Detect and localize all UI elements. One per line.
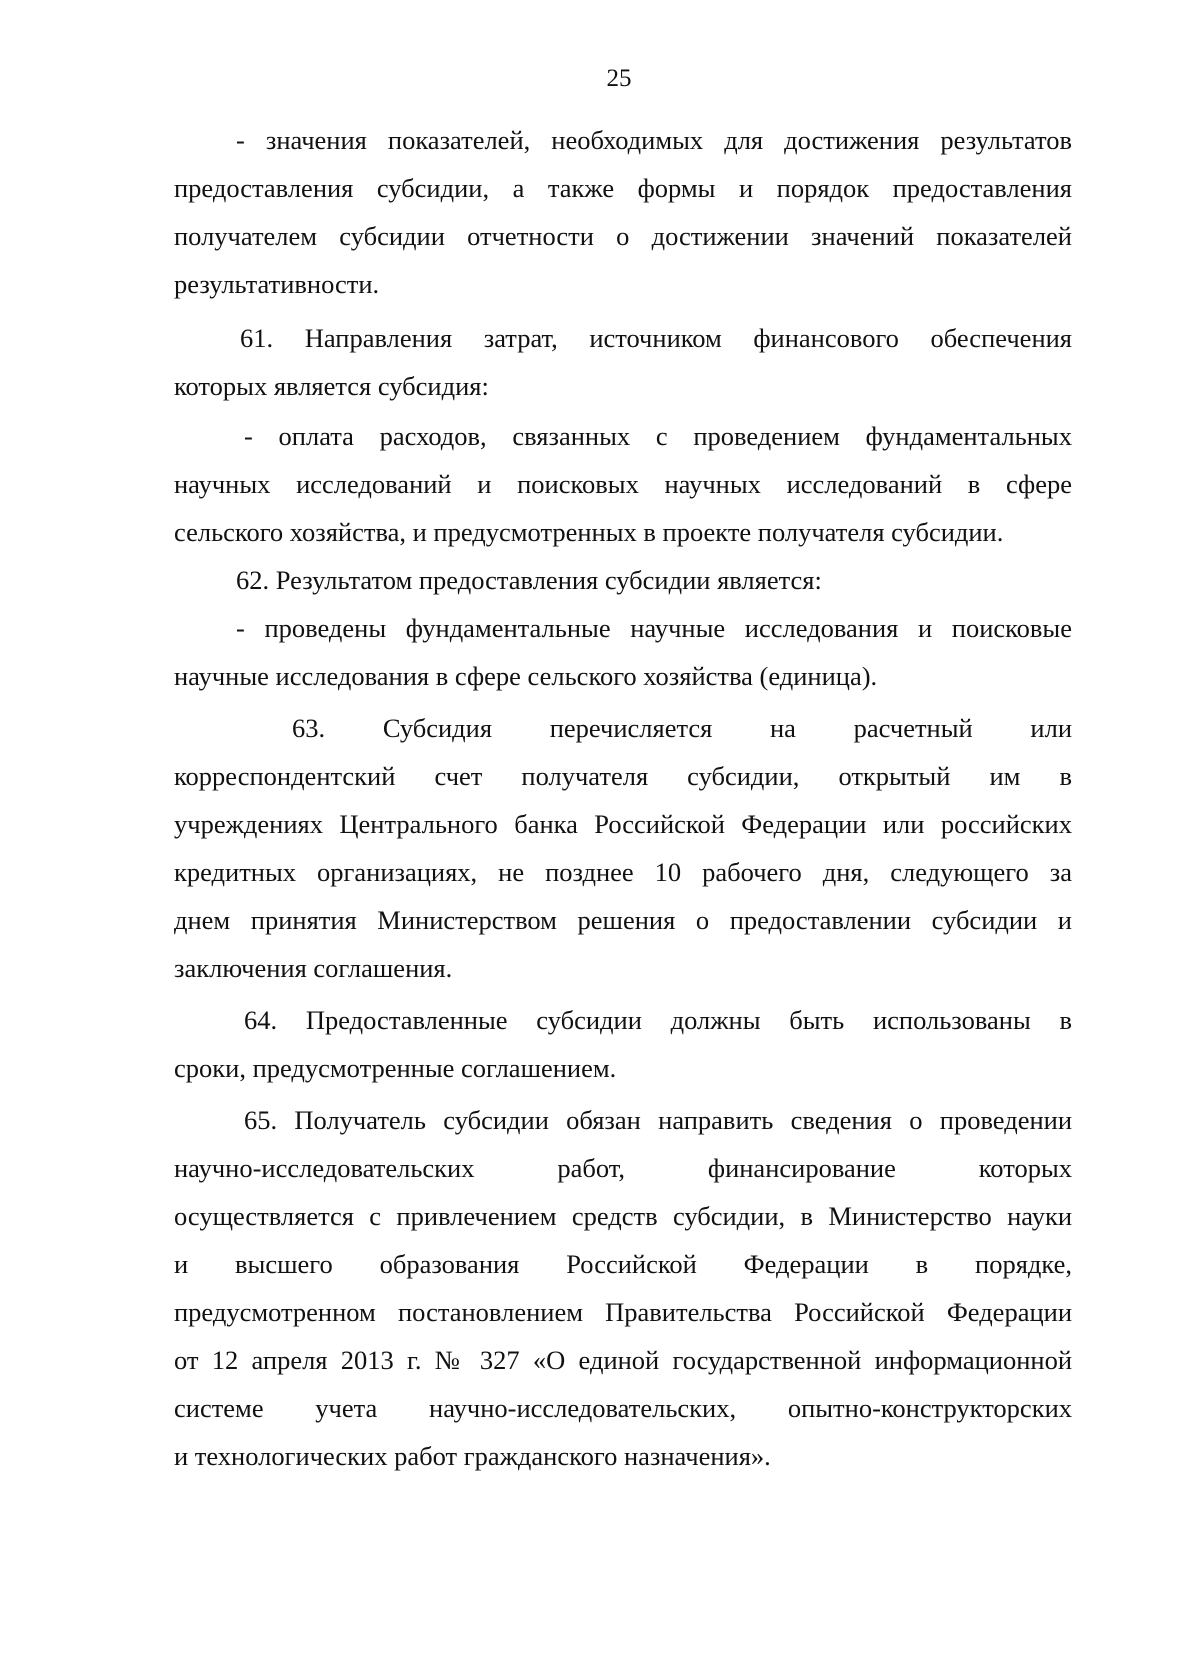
paragraph-line: предусмотренном постановлением Правительства Российской Федерации <box>174 1297 1072 1327</box>
paragraph-line: научных исследований и поисковых научных исследований в сфере <box>174 469 1072 499</box>
paragraph-line: 62. Результатом предоставления субсидии является: <box>236 565 822 595</box>
paragraph-indicators <box>174 116 1072 308</box>
paragraph-line: научно-исследовательских работ, финансирование которых <box>174 1153 1072 1183</box>
paragraph-line: сроки, предусмотренные соглашением. <box>174 1053 617 1083</box>
document-body <box>174 116 1072 1480</box>
paragraph-line: предоставления субсидии, а также формы и порядок предоставления <box>174 173 1072 203</box>
paragraph-line: 65. Получатель субсидии обязан направить сведения о проведении <box>244 1105 1072 1135</box>
paragraph-61 <box>174 314 1072 410</box>
paragraph-64 <box>174 996 1072 1092</box>
paragraph-line: - проведены фундаментальные научные исследования и поисковые <box>236 613 1072 643</box>
paragraph-62 <box>174 556 1072 604</box>
paragraph-line: днем принятия Министерством решения о предоставлении субсидии и <box>174 905 1072 935</box>
paragraph-line: осуществляется с привлечением средств субсидии, в Министерство науки <box>174 1201 1072 1231</box>
paragraph-line: сельского хозяйства, и предусмотренных в проекте получателя субсидии. <box>174 517 1004 547</box>
paragraph-line: результативности. <box>174 269 380 299</box>
paragraph-65 <box>174 1096 1072 1480</box>
paragraph-line: 61. Направления затрат, источником финансового обеспечения <box>240 323 1072 353</box>
paragraph-62-item <box>174 604 1072 700</box>
paragraph-63 <box>174 704 1072 992</box>
paragraph-line: и технологических работ гражданского назначения». <box>174 1441 771 1471</box>
paragraph-line: системе учета научно-исследовательских, опытно-конструкторских <box>174 1393 1072 1423</box>
paragraph-line: 64. Предоставленные субсидии должны быть использованы в <box>244 1005 1072 1035</box>
paragraph-line: и высшего образования Российской Федерации в порядке, <box>174 1249 1072 1279</box>
paragraph-61-item <box>174 412 1072 556</box>
paragraph-line: получателем субсидии отчетности о достижении значений показателей <box>174 221 1072 251</box>
paragraph-line: кредитных организациях, не позднее 10 рабочего дня, следующего за <box>174 857 1072 887</box>
paragraph-line: - оплата расходов, связанных с проведением фундаментальных <box>244 421 1072 451</box>
paragraph-line: учреждениях Центрального банка Российской Федерации или российских <box>174 809 1072 839</box>
paragraph-line: от 12 апреля 2013 г. № 327 «О единой государственной информационной <box>174 1345 1072 1375</box>
paragraph-line: - значения показателей, необходимых для достижения результатов <box>236 125 1072 155</box>
paragraph-line: корреспондентский счет получателя субсидии, открытый им в <box>174 761 1072 791</box>
paragraph-line: которых является субсидия: <box>174 371 489 401</box>
paragraph-line: научные исследования в сфере сельского хозяйства (единица). <box>174 661 878 691</box>
page-number: 25 <box>606 65 632 92</box>
paragraph-line: 63. Субсидия перечисляется на расчетный или <box>292 713 1072 743</box>
paragraph-line: заключения соглашения. <box>174 953 453 983</box>
